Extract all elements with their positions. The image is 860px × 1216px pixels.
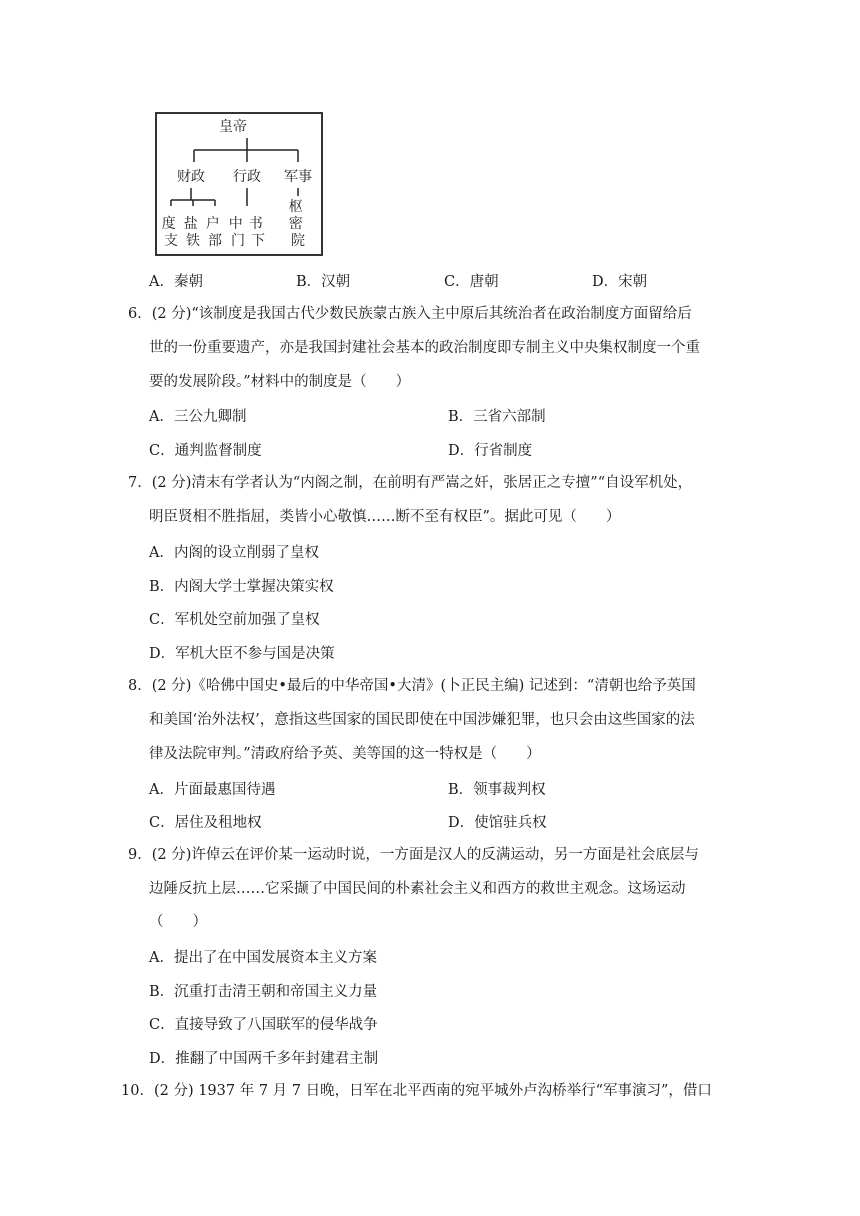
q6-option-d[interactable]: D．行省制度 xyxy=(448,443,533,459)
q6-option-b[interactable]: B．三省六部制 xyxy=(448,409,546,425)
q9-stem-line: （ ） xyxy=(149,914,207,930)
q6-stem-line: 6．(2 分)“该制度是我国古代少数民族蒙古族入主中原后其统治者在政治制度方面留给后 xyxy=(128,306,692,322)
q8-option-d[interactable]: D．使馆驻兵权 xyxy=(448,815,547,831)
q6-stem-line: 世的一份重要遗产，亦是我国封建社会基本的政治制度即专制主义中央集权制度一个重 xyxy=(149,340,700,356)
diagram-leaf-shumiyuan xyxy=(289,198,307,249)
diagram-branch-military: 军事 xyxy=(284,169,312,185)
q7-option-c[interactable]: C．军机处空前加强了皇权 xyxy=(149,612,320,628)
diagram-top-label: 皇帝 xyxy=(219,119,247,135)
diagram-leaf-char: 部 xyxy=(208,233,222,249)
diagram-svg xyxy=(157,114,321,254)
diagram-leaf-char: 密 xyxy=(288,216,303,232)
q5-option-d[interactable]: D．宋朝 xyxy=(592,274,648,290)
diagram-leaf-char: 铁 xyxy=(186,233,200,249)
q8-option-a[interactable]: A．片面最惠国待遇 xyxy=(149,782,276,798)
q8-stem-line: 8．(2 分)《哈佛中国史•最后的中华帝国•大清》(卜正民主编) 记述到：“清朝也给予英国 xyxy=(128,678,696,694)
diagram-leaf-char: 院 xyxy=(291,233,305,249)
q8-option-c[interactable]: C．居住及租地权 xyxy=(149,815,262,831)
q10-stem-line: 10．(2 分) 1937 年 7 月 7 日晚，日军在北平西南的宛平城外卢沟桥举行“军事演习”，借口 xyxy=(121,1083,712,1099)
diagram-leaf-char: 下 xyxy=(251,233,265,249)
q8-stem-line: 和美国‘治外法权’，意指这些国家的国民即使在中国涉嫌犯罪，也只会由这些国家的法 xyxy=(149,712,695,728)
q7-option-b[interactable]: B．内阁大学士掌握决策实权 xyxy=(149,579,334,595)
diagram-leaf-char: 盐 xyxy=(183,216,198,232)
q8-stem-line: 律及法院审判。”清政府给予英、美等国的这一特权是（ ） xyxy=(149,746,541,762)
q9-option-d[interactable]: D．推翻了中国两千多年封建君主制 xyxy=(149,1051,379,1067)
diagram-leaf-yantie xyxy=(184,215,202,249)
q6-option-c[interactable]: C．通判监督制度 xyxy=(149,443,262,459)
diagram-leaf-char: 度 xyxy=(161,216,176,232)
diagram-branch-finance: 财政 xyxy=(177,169,205,185)
q7-stem-line: 明臣贤相不胜指屈，类皆小心敬慎……断不至有权臣”。据此可见（ ） xyxy=(149,509,621,525)
q9-option-c[interactable]: C．直接导致了八国联军的侵华战争 xyxy=(149,1017,378,1033)
q9-option-a[interactable]: A．提出了在中国发展资本主义方案 xyxy=(149,950,377,966)
q5-option-a[interactable]: A．秦朝 xyxy=(149,274,203,290)
diagram-leaf-char: 书 xyxy=(248,216,263,232)
diagram-leaf-char: 中 xyxy=(228,216,243,232)
q7-stem-line: 7．(2 分)清末有学者认为“内阁之制，在前明有严嵩之奸，张居正之专擅”“自设军机处， xyxy=(128,475,693,491)
diagram-leaf-zhongmen xyxy=(229,215,247,249)
diagram-leaf-duzhi xyxy=(162,215,180,249)
q5-option-c[interactable]: C．唐朝 xyxy=(444,274,499,290)
q5-option-b[interactable]: B．汉朝 xyxy=(296,274,351,290)
q9-stem-line: 9．(2 分)许倬云在评价某一运动时说，一方面是汉人的反满运动，另一方面是社会底层与 xyxy=(128,847,699,863)
q7-option-a[interactable]: A．内阁的设立削弱了皇权 xyxy=(149,545,319,561)
q8-option-b[interactable]: B．领事裁判权 xyxy=(448,782,546,798)
political-structure-diagram xyxy=(155,112,323,256)
diagram-branch-admin: 行政 xyxy=(233,169,261,185)
diagram-leaf-char: 支 xyxy=(164,233,178,249)
diagram-leaf-char: 门 xyxy=(231,233,245,249)
diagram-leaf-shuxia xyxy=(249,215,267,249)
q6-stem-line: 要的发展阶段。”材料中的制度是（ ） xyxy=(149,374,411,390)
diagram-leaf-char: 户 xyxy=(205,216,220,232)
q9-stem-line: 边陲反抗上层……它采撷了中国民间的朴素社会主义和西方的救世主观念。这场运动 xyxy=(149,881,686,897)
diagram-leaf-char: 枢 xyxy=(288,199,303,215)
q7-option-d[interactable]: D．军机大臣不参与国是决策 xyxy=(149,646,335,662)
q6-option-a[interactable]: A．三公九卿制 xyxy=(149,409,247,425)
q9-option-b[interactable]: B．沉重打击清王朝和帝国主义力量 xyxy=(149,984,378,1000)
diagram-leaf-hubu xyxy=(206,216,224,249)
